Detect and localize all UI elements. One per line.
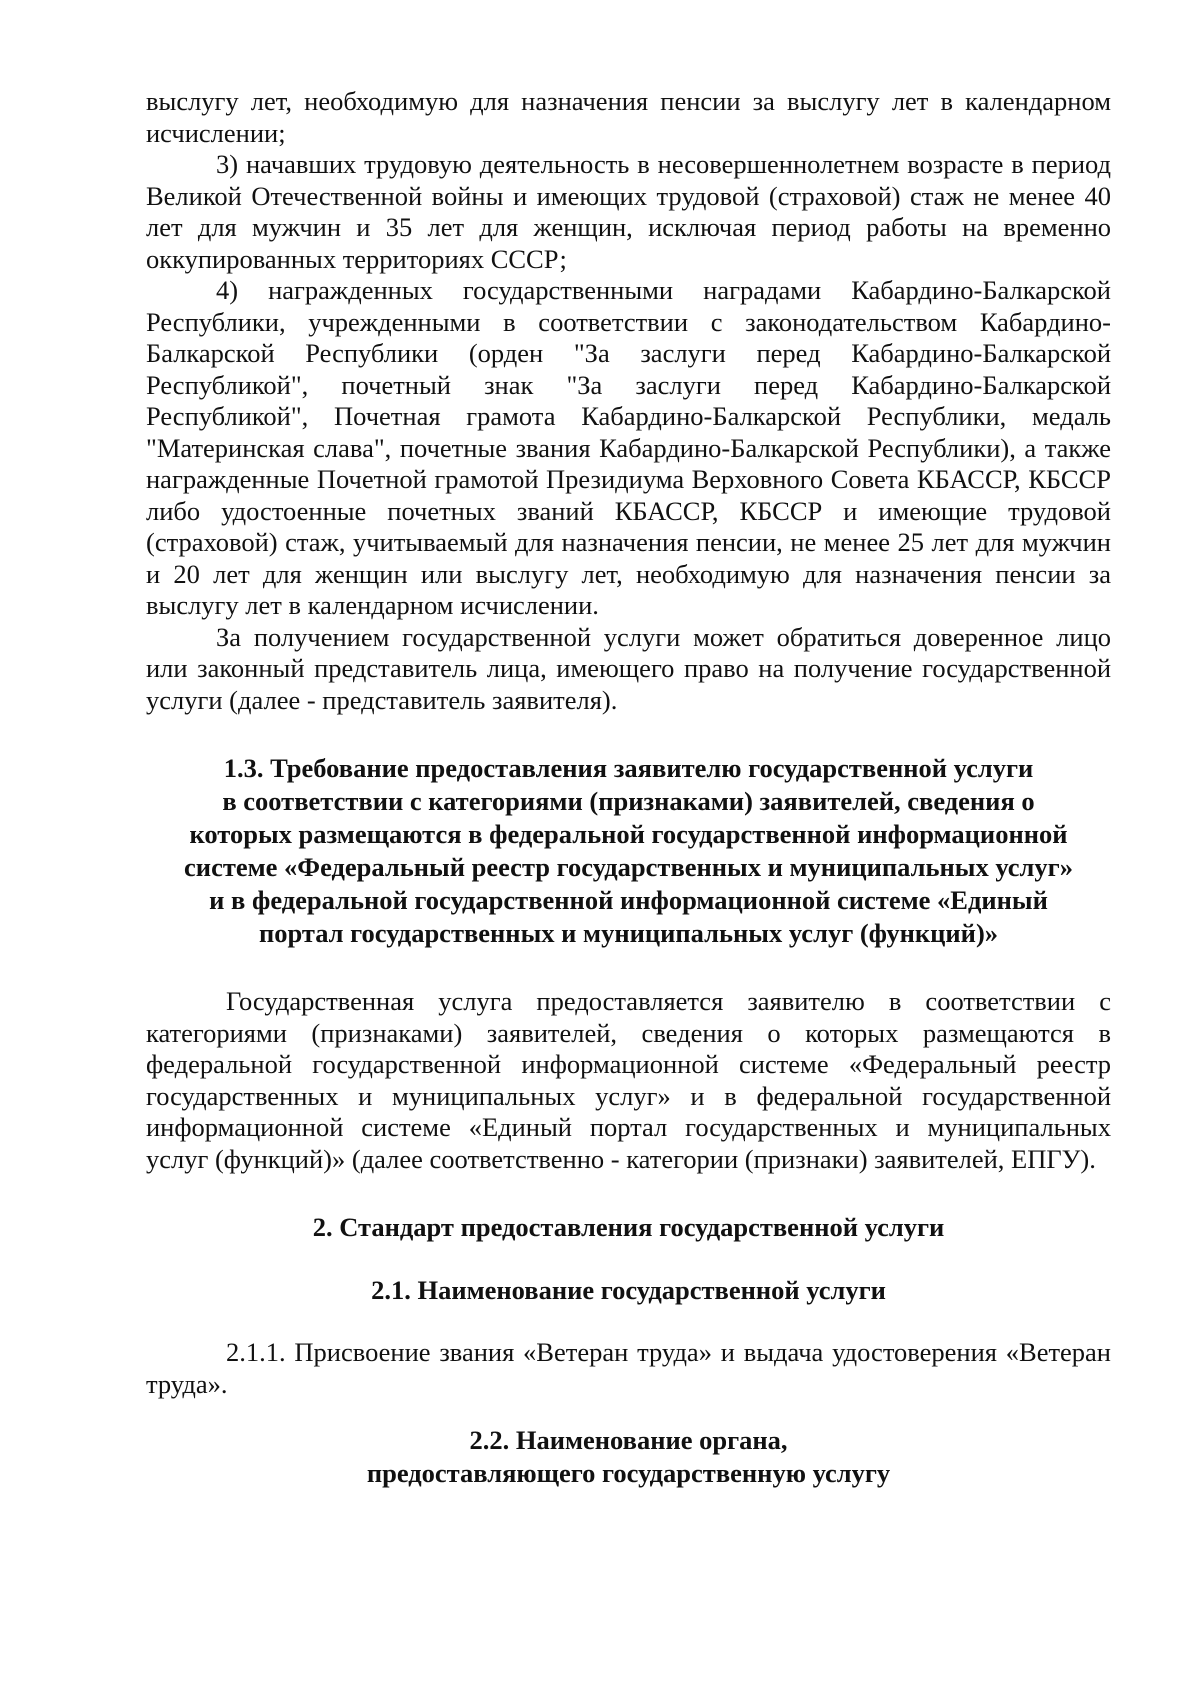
heading-line: предоставляющего государственную услугу	[366, 1458, 891, 1488]
section-1-3-body: Государственная услуга предоставляется заявителю в соответствии с категориями (признаками) заявителей, сведения о которых размещаются в федеральной государственной информационной системе «Федеральный реестр государственных и муниципальных услуг» и в федеральной государственной информационной системе «Единый портал государственных и муниципальных услуг (функций)» (далее соответственно - категории (признаки) заявителей, ЕПГУ).	[146, 986, 1111, 1174]
heading-line: и в федеральной государственной информационной системе «Единый	[209, 885, 1048, 915]
heading-line: 2.2. Наименование органа,	[469, 1425, 788, 1455]
list-item-4: 4) награжденных государственными наградами Кабардино-Балкарской Республики, учрежденными в соответствии с законодательством Кабардино-Балкарской Республики (орден "За заслуги перед Кабардино-Балкарской Республикой", почетный знак "За заслуги перед Кабардино-Балкарской Республикой", Почетная грамота Кабардино-Балкарской Республики, медаль "Материнская слава", почетные звания Кабардино-Балкарской Республики), а также награжденные Почетной грамотой Президиума Верховного Совета КБАССР, КБССР либо удостоенные почетных званий КБАССР, КБССР и имеющие трудовой (страховой) стаж, учитываемый для назначения пенсии, не менее 25 лет для мужчин и 20 лет для женщин или выслугу лет, необходимую для назначения пенсии за выслугу лет в календарном исчислении.	[146, 275, 1111, 620]
list-item-3: 3) начавших трудовую деятельность в несовершеннолетнем возрасте в период Великой Отечественной войны и имеющих трудовой (страховой) стаж не менее 40 лет для мужчин и 35 лет для женщин, исключая период работы на временно оккупированных территориях СССР;	[146, 149, 1111, 274]
section-2-2-heading	[146, 1424, 1111, 1490]
heading-line: портал государственных и муниципальных услуг (функций)»	[258, 918, 999, 948]
heading-line: которых размещаются в федеральной государственной информационной	[189, 819, 1068, 849]
section-2-1-body: 2.1.1. Присвоение звания «Ветеран труда» и выдача удостоверения «Ветеран труда».	[146, 1337, 1111, 1399]
representative-paragraph: За получением государственной услуги может обратиться доверенное лицо или законный представитель лица, имеющего право на получение государственной услуги (далее - представитель заявителя).	[146, 621, 1111, 715]
section-2-heading: 2. Стандарт предоставления государственной услуги	[312, 1212, 945, 1242]
heading-line: в соответствии с категориями (признаками) заявителей, сведения о	[222, 786, 1035, 816]
heading-line: системе «Федеральный реестр государственных и муниципальных услуг»	[184, 852, 1073, 882]
document-body	[146, 86, 1111, 1490]
section-2-1-heading: 2.1. Наименование государственной услуги	[371, 1275, 886, 1305]
heading-line: 1.3. Требование предоставления заявителю государственной услуги	[223, 753, 1034, 783]
continuation-paragraph: выслугу лет, необходимую для назначения пенсии за выслугу лет в календарном исчислении;	[146, 86, 1111, 148]
section-1-3-heading	[146, 752, 1111, 950]
